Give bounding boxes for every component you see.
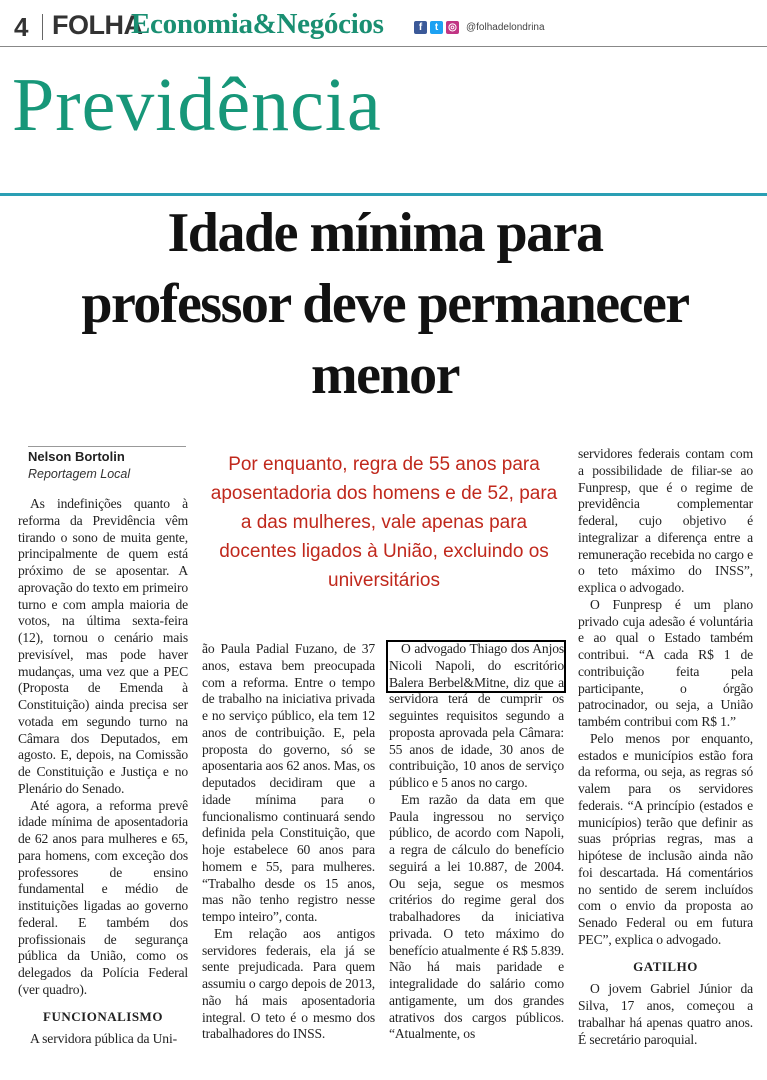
paragraph: Em razão da data em que Paula ingressou no serviço público, de acordo com Napoli, a regra de cálculo do benefício seguirá a lei 10.887, de 2004. Ou seja, segue os mesmos critérios do regime geral dos trabalhadores da iniciativa privada. O teto máximo do benefício atualmente é R$ 5.839. Não há mais paridade e integralidade do salário como antigamente, um dos grandes atrativos dos cargos públicos. “Atualmente, os xyxy=(389,791,564,1042)
paragraph: O Funpresp é um plano privado cuja adesão é voluntária e ao qual o Estado também contribui. “A cada R$ 1 de contribuição feita pela participante, o órgão patrocinador, ou seja, a União também contribui com R$ 1.” xyxy=(578,596,753,729)
byline-rule xyxy=(28,446,186,447)
paragraph: servidores federais contam com a possibilidade de filiar-se ao Funpresp, que é o regime de previdência complementar federal, cujo objetivo é integralizar a diferença entre a remuneração recebida no cargo e o teto máximo do INSS”, explica o advogado. xyxy=(578,446,753,595)
page-number: 4 xyxy=(14,12,29,42)
paragraph: O advogado Thiago dos Anjos Nicoli Napoli, do escritório Balera Berbel&Mitne, diz que a servidora terá de cumprir os seguintes requisitos segundo a proposta aprovada pela Câmara: 55 anos de idade, 30 anos de contribuição, 10 anos de serviço público e 5 anos no cargo. xyxy=(389,641,564,790)
author-role: Reportagem Local xyxy=(28,467,131,481)
paragraph: A servidora pública da Uni- xyxy=(30,1031,177,1047)
section-kicker: Previdência xyxy=(12,63,382,147)
social-icons xyxy=(414,21,459,34)
facebook-icon[interactable]: f xyxy=(414,21,427,34)
kicker-rule xyxy=(0,193,767,196)
paragraph: O jovem Gabriel Júnior da Silva, 17 anos, começou a trabalhar há apenas quatro anos. É secretário paroquial. xyxy=(578,981,753,1047)
subhead-funcionalismo: FUNCIONALISMO xyxy=(43,1008,163,1024)
instagram-icon[interactable]: ◎ xyxy=(446,21,459,34)
article-column-3 xyxy=(389,641,564,1043)
header-divider xyxy=(42,14,43,40)
paragraph: As indefinições quanto à reforma da Previdência vêm tirando o sono de muita gente, principalmente de quem está próximo de se aposentar. A aprovação do texto em primeiro turno e com ampla maioria de votos, na última sexta-feira (12), tornou o cenário mais previsível, mas pode haver mudanças, uma vez que a PEC (Proposta de Emenda à Constituição) ainda precisa ser votada em segundo turno na Câmara dos Deputados, em agosto. E, depois, na Comissão de Constituição e Justiça e no Plenário do Senado. xyxy=(18,496,188,796)
article-column-2 xyxy=(202,641,375,1043)
paragraph: Pelo menos por enquanto, estados e municípios estão fora da reforma, ou seja, as regras só valem para os servidores federais. “A princípio (estados e municípios) terão que definir as suas próprias regras, mas a hipótese de inclusão ainda não foi descartada. Há comentários no sentido de serem incluídos com o envio da proposta ao Senado Federal ou em futura PEC”, explica o advogado. xyxy=(578,730,753,947)
header-rule xyxy=(0,46,767,47)
paragraph: ão Paula Padial Fuzano, de 37 anos, estava bem preocupada com a reforma. Entre o tempo de trabalho na iniciativa privada e no serviço público, ela tem 12 anos de contribuição. E, pela proposta do governo, só se aposentaria aos 62 anos. Mas, os deputados decidiram que a idade mínima para o funcionalismo continuará sendo definida pela Constituição, que hoje estabelece 60 anos para homem e 55, para mulheres. “Trabalho desde os 15 anos, mas não tenho registro nesse tempo inteiro”, conta. xyxy=(202,641,376,924)
social-handle: @folhadelondrina xyxy=(466,22,545,33)
paragraph: Em relação aos antigos servidores federais, ela já se sente prejudicada. Para quem assumiu o cargo depois de 2013, não há mais aposentadoria integral. O teto é o mesmo dos trabalhadores do INSS. xyxy=(202,925,375,1042)
paragraph: Até agora, a reforma prevê idade mínima de aposentadoria de 62 anos para mulheres e 65, para homens, com exceção dos professores de ensino fundamental e médio de instituições ligadas ao governo federal. E também dos profissionais de segurança pública da União, como os delegados da Polícia Federal (ver quadro). xyxy=(18,797,188,997)
author-name: Nelson Bortolin xyxy=(28,449,125,464)
article-column-4 xyxy=(578,446,753,1048)
highlight-box xyxy=(386,640,566,693)
headline: Idade mínima para professor deve permanecer menor xyxy=(81,202,689,406)
twitter-icon[interactable]: t xyxy=(430,21,443,34)
section-name: Economia&Negócios xyxy=(131,8,384,40)
newspaper-brand: FOLHA xyxy=(52,10,143,40)
article-column-1 xyxy=(18,496,188,1048)
deck-subtitle: Por enquanto, regra de 55 anos para aposentadoria dos homens e de 52, para a das mulheres, vale apenas para docentes ligados à União, excluindo os universitários xyxy=(210,454,558,591)
subhead-gatilho: GATILHO xyxy=(633,958,698,974)
